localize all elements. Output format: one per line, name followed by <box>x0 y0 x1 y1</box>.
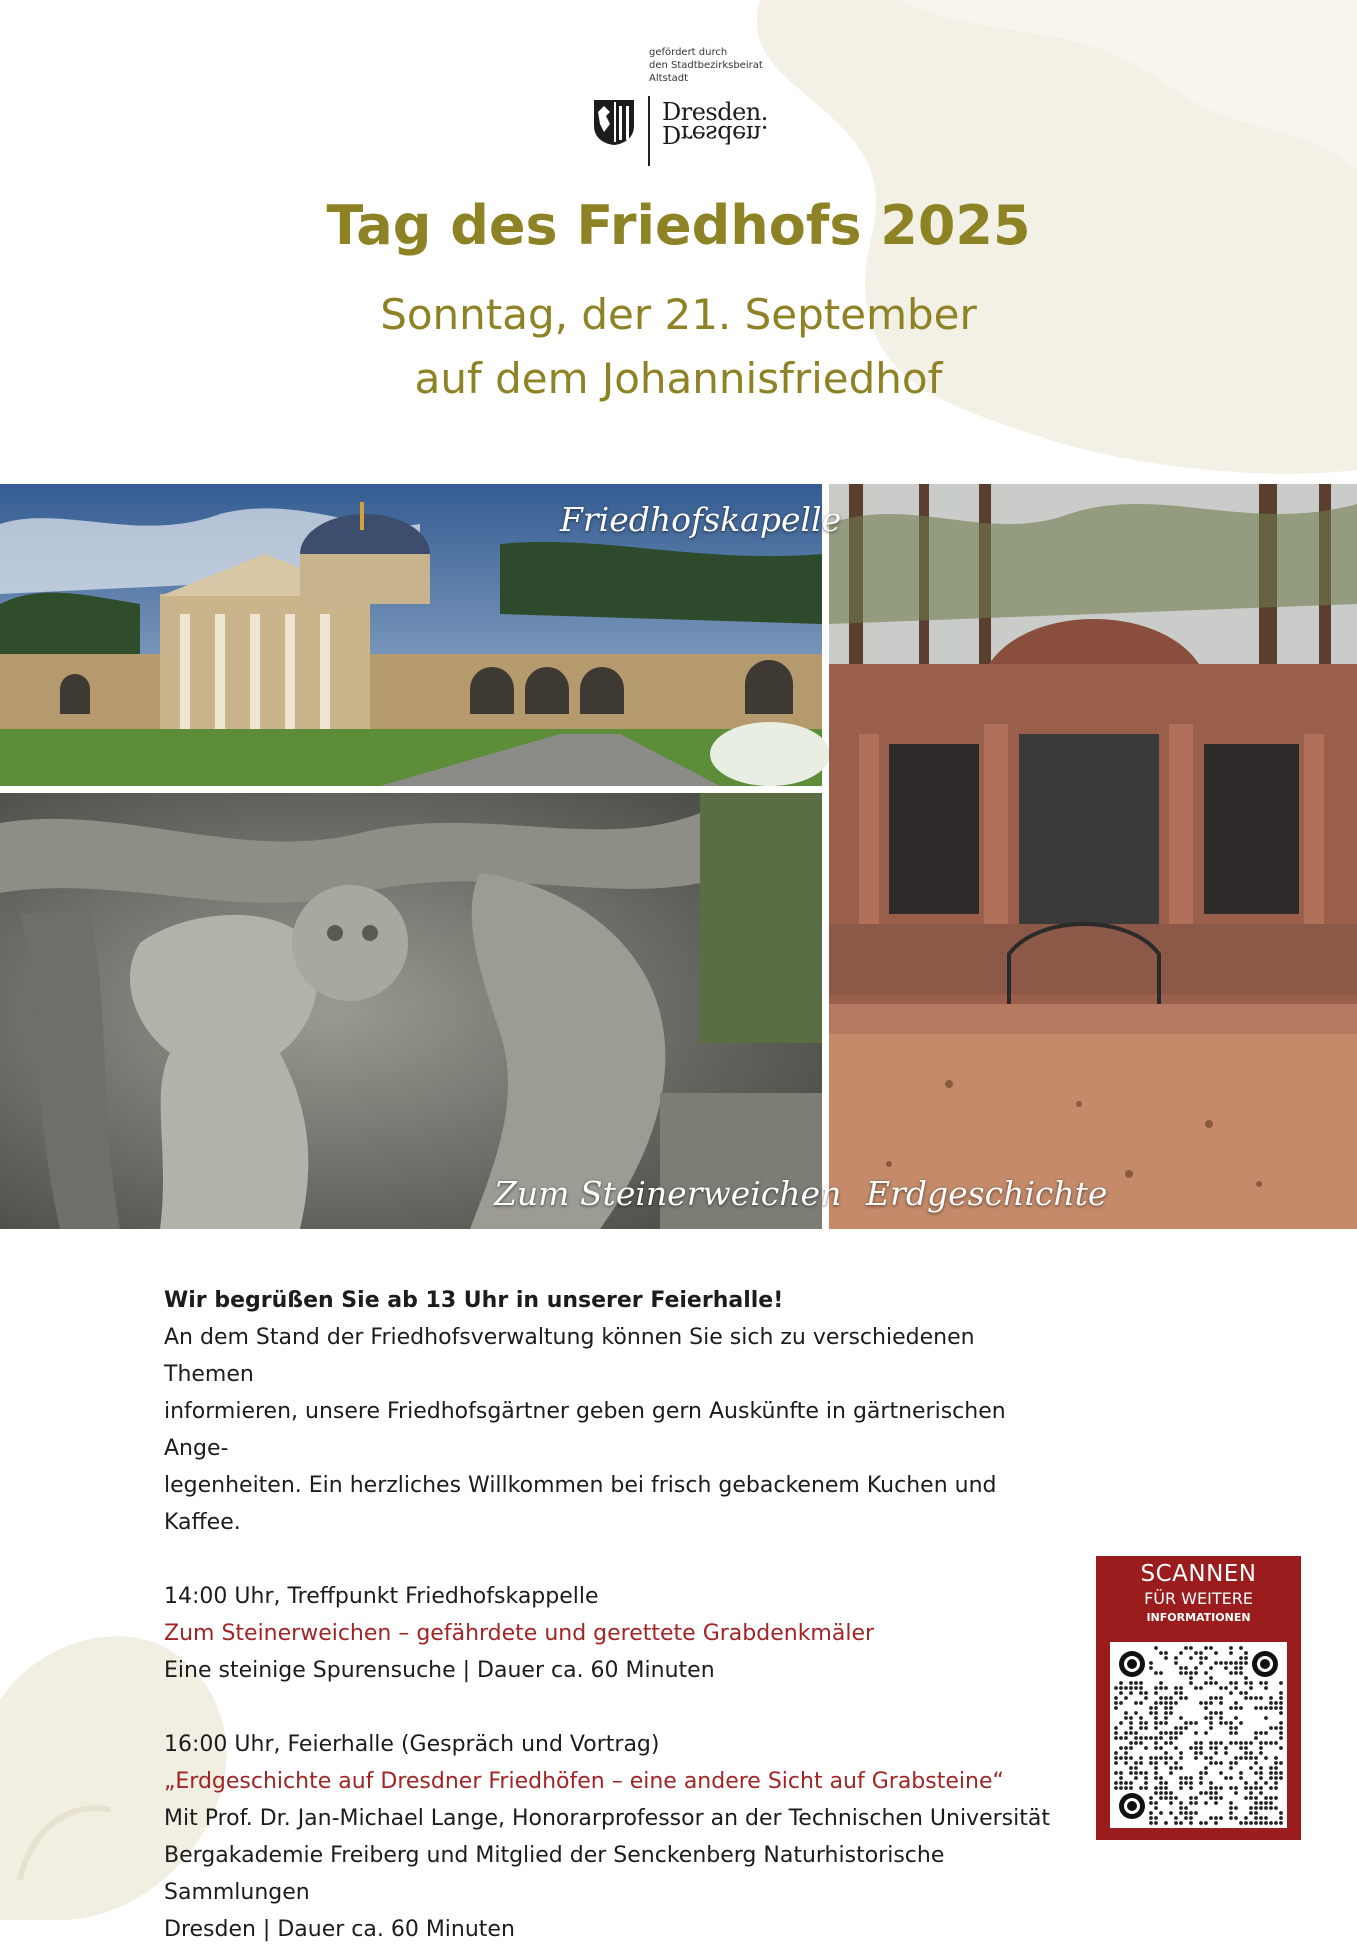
subtitle-date: Sonntag, der 21. September <box>380 290 977 339</box>
qr-subheading: FÜR WEITERE <box>1144 1589 1253 1608</box>
logo-text: Dresden. <box>662 98 768 126</box>
caption-friedhofskapelle: Friedhofskapelle <box>560 500 842 539</box>
dresden-logo <box>592 96 772 168</box>
funding-line: Altstadt <box>649 73 689 84</box>
logo-divider <box>648 96 650 166</box>
event1-time: 14:00 Uhr, Treffpunkt Friedhofskappelle <box>164 1584 599 1609</box>
logo-text-reflection: Dresden. <box>662 120 768 148</box>
caption-zum-steinerweichen: Zum Steinerweichen <box>494 1174 842 1213</box>
qr-subheading-small: INFORMATIONEN <box>1146 1611 1251 1624</box>
page-title: Tag des Friedhofs 2025 <box>326 194 1031 257</box>
spacer <box>164 1541 1064 1578</box>
dresden-crest-icon <box>592 98 636 146</box>
event-description <box>164 1282 1064 1948</box>
event2-desc: Dresden | Dauer ca. 60 Minuten <box>164 1917 515 1942</box>
caption-erdgeschichte: Erdgeschichte <box>866 1174 1108 1213</box>
photo-erdgeschichte <box>829 484 1357 1229</box>
event1-desc: Eine steinige Spurensuche | Dauer ca. 60 Minuten <box>164 1658 715 1683</box>
photo-zum-steinerweichen <box>0 793 822 1229</box>
intro-heading: Wir begrüßen Sie ab 13 Uhr in unserer Feierhalle! <box>164 1288 784 1313</box>
event2-desc: Bergakademie Freiberg und Mitglied der Senckenberg Naturhistorische Sammlungen <box>164 1843 945 1905</box>
qr-heading: SCANNEN <box>1140 1561 1257 1587</box>
intro-line: informieren, unsere Friedhofsgärtner geben gern Auskünfte in gärtnerischen Ange- <box>164 1399 1006 1461</box>
intro-line: legenheiten. Ein herzliches Willkommen bei frisch gebackenem Kuchen und Kaffee. <box>164 1473 997 1535</box>
event2-desc: Mit Prof. Dr. Jan-Michael Lange, Honorarprofessor an der Technischen Universität <box>164 1806 1050 1831</box>
subtitle-location: auf dem Johannisfriedhof <box>414 354 943 403</box>
event2-time: 16:00 Uhr, Feierhalle (Gespräch und Vortrag) <box>164 1732 660 1757</box>
intro-line: An dem Stand der Friedhofsverwaltung können Sie sich zu verschiedenen Themen <box>164 1325 975 1387</box>
funding-note <box>649 46 763 85</box>
funding-line: gefördert durch <box>649 47 728 58</box>
event2-title: „Erdgeschichte auf Dresdner Friedhöfen – eine andere Sicht auf Grabsteine“ <box>164 1769 1004 1794</box>
event1-title: Zum Steinerweichen – gefährdete und gerettete Grabdenkmäler <box>164 1621 875 1646</box>
qr-scan-box[interactable] <box>1096 1556 1301 1840</box>
qr-code-icon[interactable] <box>1110 1642 1287 1828</box>
spacer <box>164 1689 1064 1726</box>
funding-line: den Stadtbezirksbeirat <box>649 60 763 71</box>
